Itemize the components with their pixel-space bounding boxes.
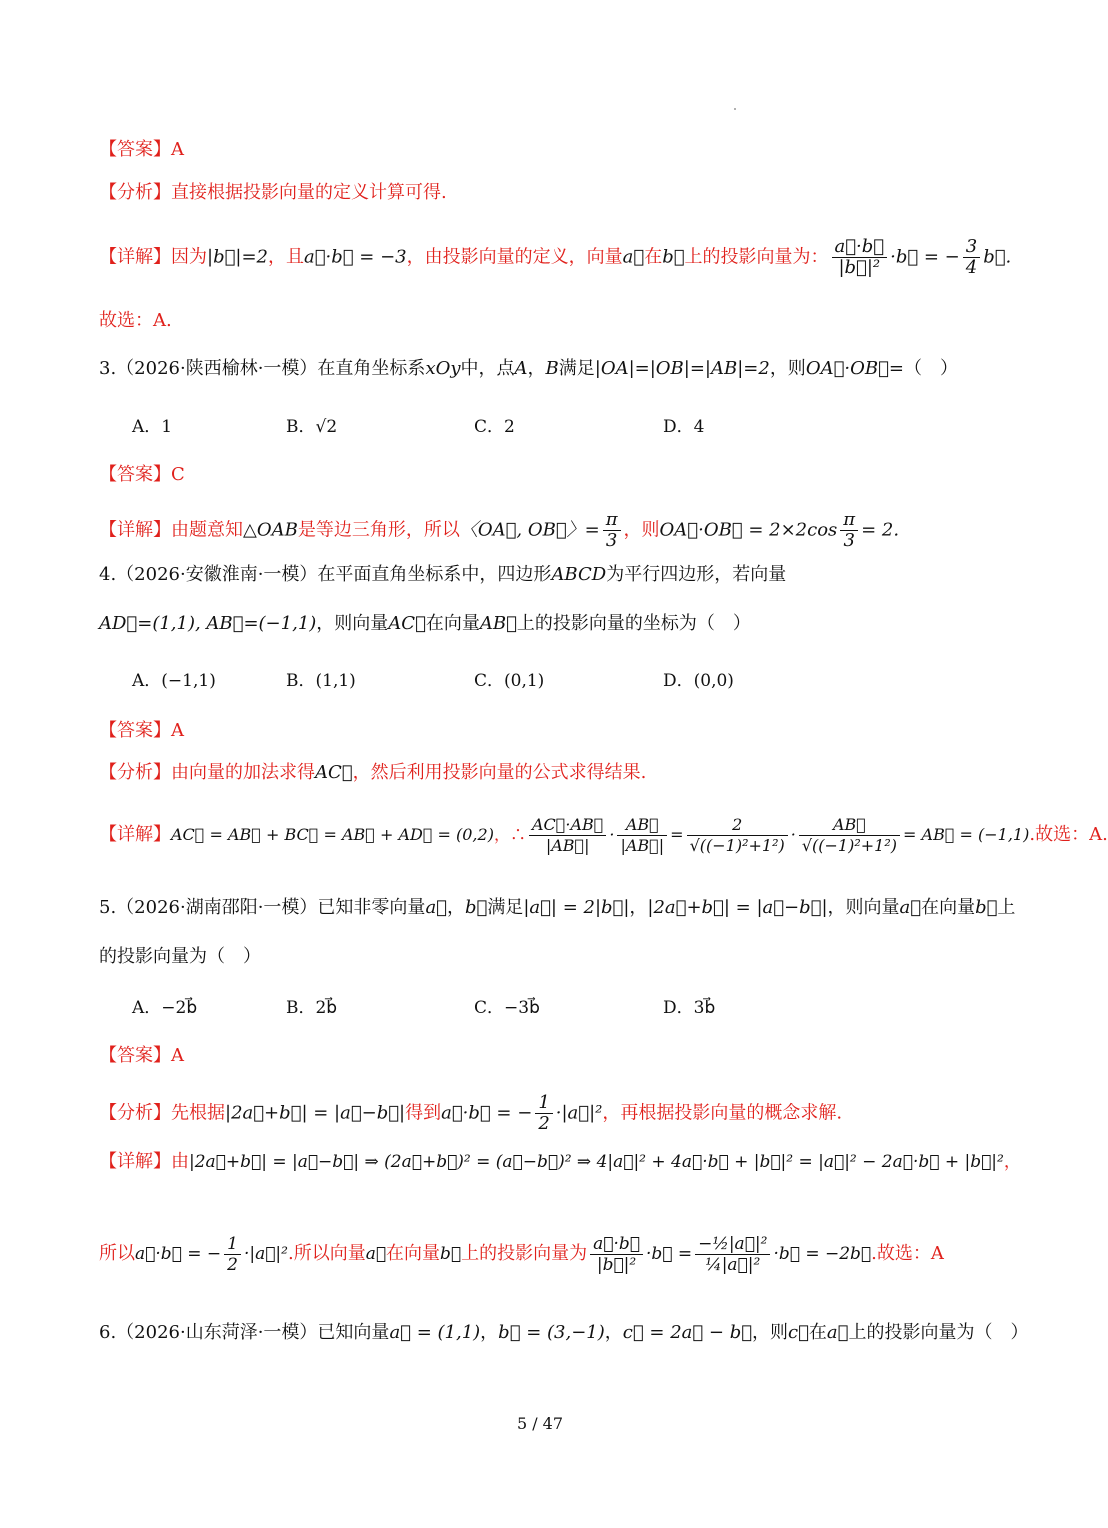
analysis-line xyxy=(99,1093,842,1134)
denominator: ¼|a⃗|² xyxy=(705,1255,761,1275)
numerator: AB⃗ xyxy=(617,815,667,836)
question-text: 为平行四边形，若向量 xyxy=(606,564,787,585)
math: |2a⃗+b⃗| = |a⃗−b⃗| xyxy=(647,897,828,918)
question-text: ，则 xyxy=(769,358,806,379)
question-text: 上的投影向量的坐标为（ ） xyxy=(516,613,751,634)
numerator: AB⃗ xyxy=(799,815,900,836)
numerator: 3 xyxy=(963,237,980,258)
option-d: D．(0,0) xyxy=(663,671,734,691)
detail-text: ，由投影向量的定义，向量 xyxy=(406,246,623,268)
option-d: D．3b⃗ xyxy=(663,998,716,1018)
math: a⃗ xyxy=(622,246,645,268)
detail-text: .故选：A xyxy=(871,1243,944,1264)
detail-text: 是等边三角形，所以 xyxy=(297,519,460,541)
detail-text: .故选：A. xyxy=(1029,824,1108,845)
numerator: 2 xyxy=(687,815,788,836)
question-text: 上的投影向量为（ ） xyxy=(848,1322,1029,1343)
denominator: √((−1)²+1²) xyxy=(801,836,898,855)
fraction xyxy=(695,1234,770,1275)
denominator: |AB⃗| xyxy=(545,836,590,855)
option-d: D．4 xyxy=(663,417,705,437)
denominator: 2 xyxy=(538,1113,550,1134)
answer-tag: 【答案】 xyxy=(99,464,171,485)
denominator: 4 xyxy=(965,257,978,278)
conclusion-line xyxy=(99,309,172,333)
question-text: ， xyxy=(629,897,648,918)
math: = 2. xyxy=(861,519,900,541)
question-5-cont xyxy=(99,945,261,969)
math: a⃗ = (1,1) xyxy=(389,1322,481,1343)
answer-tag: 【答案】 xyxy=(99,720,171,741)
math: b⃗ xyxy=(975,897,998,918)
analysis-text: 由向量的加法求得 xyxy=(171,762,315,783)
question-text: 6.（2026·山东菏泽·一模）已知向量 xyxy=(99,1322,390,1343)
question-4 xyxy=(99,563,786,587)
math: AD⃗=(1,1), AB⃗=(−1,1) xyxy=(99,613,317,634)
detail-text: ， xyxy=(1003,1152,1021,1172)
fraction xyxy=(529,815,606,856)
math: |2a⃗+b⃗| = |a⃗−b⃗| ⇒ (2a⃗+b⃗)² = (a⃗−b⃗)² ⇒ 4|a⃗|² + 4a⃗·b⃗ + |b⃗|² = |a⃗|² − 2a⃗·b⃗ + |b⃗|² xyxy=(189,1152,1004,1172)
math: OA⃗·OB⃗= xyxy=(805,358,904,379)
numerator: π xyxy=(603,510,621,531)
analysis-tag: 【分析】 xyxy=(99,1102,171,1124)
question-text: ，则向量 xyxy=(827,897,900,918)
math: A xyxy=(514,358,528,379)
numerator: 1 xyxy=(535,1093,552,1114)
detail-text: 在 xyxy=(644,246,663,268)
fraction xyxy=(687,815,788,856)
math: a⃗ xyxy=(365,1244,387,1264)
question-text: 4.（2026·安徽淮南·一模）在平面直角坐标系中，四边形 xyxy=(99,564,552,585)
option-c: C．(0,1) xyxy=(474,671,545,691)
math: AB⃗ xyxy=(479,613,517,634)
detail-text: 所以 xyxy=(99,1243,135,1264)
math: OA⃗·OB⃗ = 2×2cos xyxy=(659,519,838,541)
math: |OA|=|OB|=|AB|=2 xyxy=(594,358,770,379)
math: AC⃗ = AB⃗ + BC⃗ = AB⃗ + AD⃗ = (0,2) xyxy=(171,825,494,844)
question-text: 的投影向量为（ ） xyxy=(99,946,261,967)
math: ·b⃗ = xyxy=(645,1244,693,1264)
math: a⃗·b⃗ = − xyxy=(135,1244,222,1264)
detail-line xyxy=(99,237,1011,278)
answer-value: A xyxy=(171,1045,184,1066)
fraction xyxy=(840,510,858,551)
fraction xyxy=(832,237,888,278)
math: ·|a⃗|² xyxy=(555,1102,603,1124)
analysis-text: ，再根据投影向量的概念求解. xyxy=(602,1102,843,1124)
answer-line xyxy=(99,463,185,487)
fraction xyxy=(535,1093,552,1134)
answer-line xyxy=(99,138,184,162)
math: 〈OA⃗, OB⃗〉= xyxy=(459,519,600,541)
math: b⃗ xyxy=(662,246,685,268)
math: b⃗. xyxy=(983,246,1012,268)
analysis-tag: 【分析】 xyxy=(99,762,171,783)
detail-line xyxy=(99,1234,944,1275)
analysis-tag: 【分析】 xyxy=(99,182,171,203)
math: ·b⃗ = −2b⃗ xyxy=(773,1244,872,1264)
denominator: |b⃗|² xyxy=(838,257,881,278)
detail-text: ，且 xyxy=(268,246,304,268)
question-text: 在 xyxy=(808,1322,827,1343)
math: c⃗ = 2a⃗ − b⃗ xyxy=(622,1322,753,1343)
denominator: √((−1)²+1²) xyxy=(689,836,785,855)
detail-tag: 【详解】 xyxy=(99,1151,171,1172)
conclusion-text: 故选：A. xyxy=(99,310,172,331)
math: ·b⃗ = − xyxy=(890,246,960,268)
math: a⃗ xyxy=(899,897,922,918)
analysis-text: 得到 xyxy=(405,1102,442,1124)
fraction xyxy=(617,815,667,856)
analysis-text: ，然后利用投影向量的公式求得结果. xyxy=(352,762,647,783)
math: xOy xyxy=(425,358,461,379)
question-6 xyxy=(99,1321,1028,1345)
answer-value: A xyxy=(171,139,184,160)
math: = xyxy=(670,825,684,844)
denominator: 3 xyxy=(843,530,855,551)
math: a⃗ xyxy=(826,1322,849,1343)
math: a⃗ xyxy=(425,897,447,918)
question-5 xyxy=(99,896,1015,920)
question-text: ， xyxy=(480,1322,499,1343)
detail-tag: 【详解】 xyxy=(99,246,171,268)
math: △OAB xyxy=(243,519,298,541)
detail-text: .所以向量 xyxy=(287,1243,366,1264)
answer-line xyxy=(99,1044,184,1068)
page-number: 5 / 47 xyxy=(516,1414,564,1433)
question-text: ， xyxy=(527,358,546,379)
analysis-text: 直接根据投影向量的定义计算可得. xyxy=(171,182,447,203)
denominator: 3 xyxy=(605,530,618,551)
detail-text: ， xyxy=(493,825,510,844)
question-text: ， xyxy=(604,1322,623,1343)
detail-text: 由 xyxy=(171,1151,189,1172)
question-text: 在向量 xyxy=(921,897,976,918)
option-a: A．1 xyxy=(132,417,173,437)
detail-text: ，则 xyxy=(623,519,660,541)
detail-line: 【详解】AC⃗ = AB⃗ + BC⃗ = AB⃗ + AD⃗ = (0,2)，∴ $\frac{AC⃗\cdot AB⃗}{|AB⃗|}$ · $\frac{AB⃗}{|AB⃗|}$ = $\frac{2}{\text{√((−1)²+1²)}}$ · $\frac{AB⃗}{\text{√((−1)²+1²)}}$ = AB⃗ = (−1,1).故选：A. xyxy=(99,815,1108,855)
detail-text: 上的投影向量为： xyxy=(684,246,829,268)
detail-text: 上的投影向量为 xyxy=(461,1243,588,1264)
option-b: B．2b⃗ xyxy=(286,998,338,1018)
numerator: −½|a⃗|² xyxy=(695,1234,770,1255)
option-b: B．√2 xyxy=(286,417,338,437)
answer-value: A xyxy=(171,720,184,741)
detail-line xyxy=(99,1150,1021,1174)
math: a⃗·b⃗ = − xyxy=(441,1102,533,1124)
question-4-cont xyxy=(99,612,751,636)
answer-value: C xyxy=(171,464,185,485)
question-text: 5.（2026·湖南邵阳·一模）已知非零向量 xyxy=(99,897,426,918)
detail-tag: 【详解】 xyxy=(99,824,171,845)
therefore-symbol: ∴ xyxy=(509,825,526,844)
numerator: 1 xyxy=(224,1234,241,1255)
option-c: C．−3b⃗ xyxy=(474,998,540,1018)
fraction xyxy=(799,815,900,856)
numerator: AC⃗·AB⃗ xyxy=(529,815,606,836)
detail-text: 在向量 xyxy=(386,1243,441,1264)
math: |a⃗| = 2|b⃗| xyxy=(523,897,630,918)
question-text: ，则向量 xyxy=(316,613,389,634)
option-b: B．(1,1) xyxy=(286,671,356,691)
math: b⃗ xyxy=(440,1244,462,1264)
math: |b⃗|=2 xyxy=(207,246,268,268)
answer-tag: 【答案】 xyxy=(99,1045,171,1066)
question-text: ，则 xyxy=(752,1322,789,1343)
denominator: 2 xyxy=(227,1255,238,1275)
question-text: ， xyxy=(446,897,465,918)
fraction xyxy=(603,510,621,551)
analysis-line xyxy=(99,761,646,785)
numerator: π xyxy=(840,510,858,531)
speck xyxy=(734,108,736,110)
math: b⃗ = (3,−1) xyxy=(498,1322,605,1343)
math: AC⃗ xyxy=(315,762,353,783)
math: c⃗ xyxy=(788,1322,809,1343)
option-a: A．(−1,1) xyxy=(132,671,216,691)
numerator: a⃗·b⃗ xyxy=(832,237,888,258)
math: = AB⃗ = (−1,1) xyxy=(903,825,1030,844)
analysis-text: 先根据 xyxy=(171,1102,225,1124)
math: ·|a⃗|² xyxy=(243,1244,288,1264)
math: a⃗·b⃗ = −3 xyxy=(304,246,407,268)
option-a: A．−2b⃗ xyxy=(132,998,198,1018)
option-c: C．2 xyxy=(474,417,515,437)
numerator: a⃗·b⃗ xyxy=(590,1234,643,1255)
math: B xyxy=(545,358,559,379)
answer-tag: 【答案】 xyxy=(99,139,171,160)
math: ABCD xyxy=(551,564,607,585)
analysis-line xyxy=(99,181,447,205)
question-text: 上 xyxy=(997,897,1016,918)
fraction xyxy=(224,1234,241,1275)
answer-line xyxy=(99,719,184,743)
question-text: 满足 xyxy=(487,897,524,918)
math: b⃗ xyxy=(464,897,488,918)
detail-line xyxy=(99,510,899,551)
fraction xyxy=(963,237,980,278)
question-text: 中，点 xyxy=(460,358,515,379)
question-3 xyxy=(99,357,958,381)
detail-tag: 【详解】 xyxy=(99,519,171,541)
question-text: （ ） xyxy=(903,358,958,379)
detail-text: 由题意知 xyxy=(171,519,243,541)
math: |2a⃗+b⃗| = |a⃗−b⃗| xyxy=(225,1102,406,1124)
question-text: 3.（2026·陕西榆林·一模）在直角坐标系 xyxy=(99,358,426,379)
detail-text: 因为 xyxy=(171,246,207,268)
question-text: 满足 xyxy=(558,358,595,379)
fraction xyxy=(590,1234,643,1275)
math: AC⃗ xyxy=(388,613,426,634)
denominator: |AB⃗| xyxy=(620,836,665,855)
denominator: |b⃗|² xyxy=(596,1255,637,1275)
question-text: 在向量 xyxy=(425,613,480,634)
